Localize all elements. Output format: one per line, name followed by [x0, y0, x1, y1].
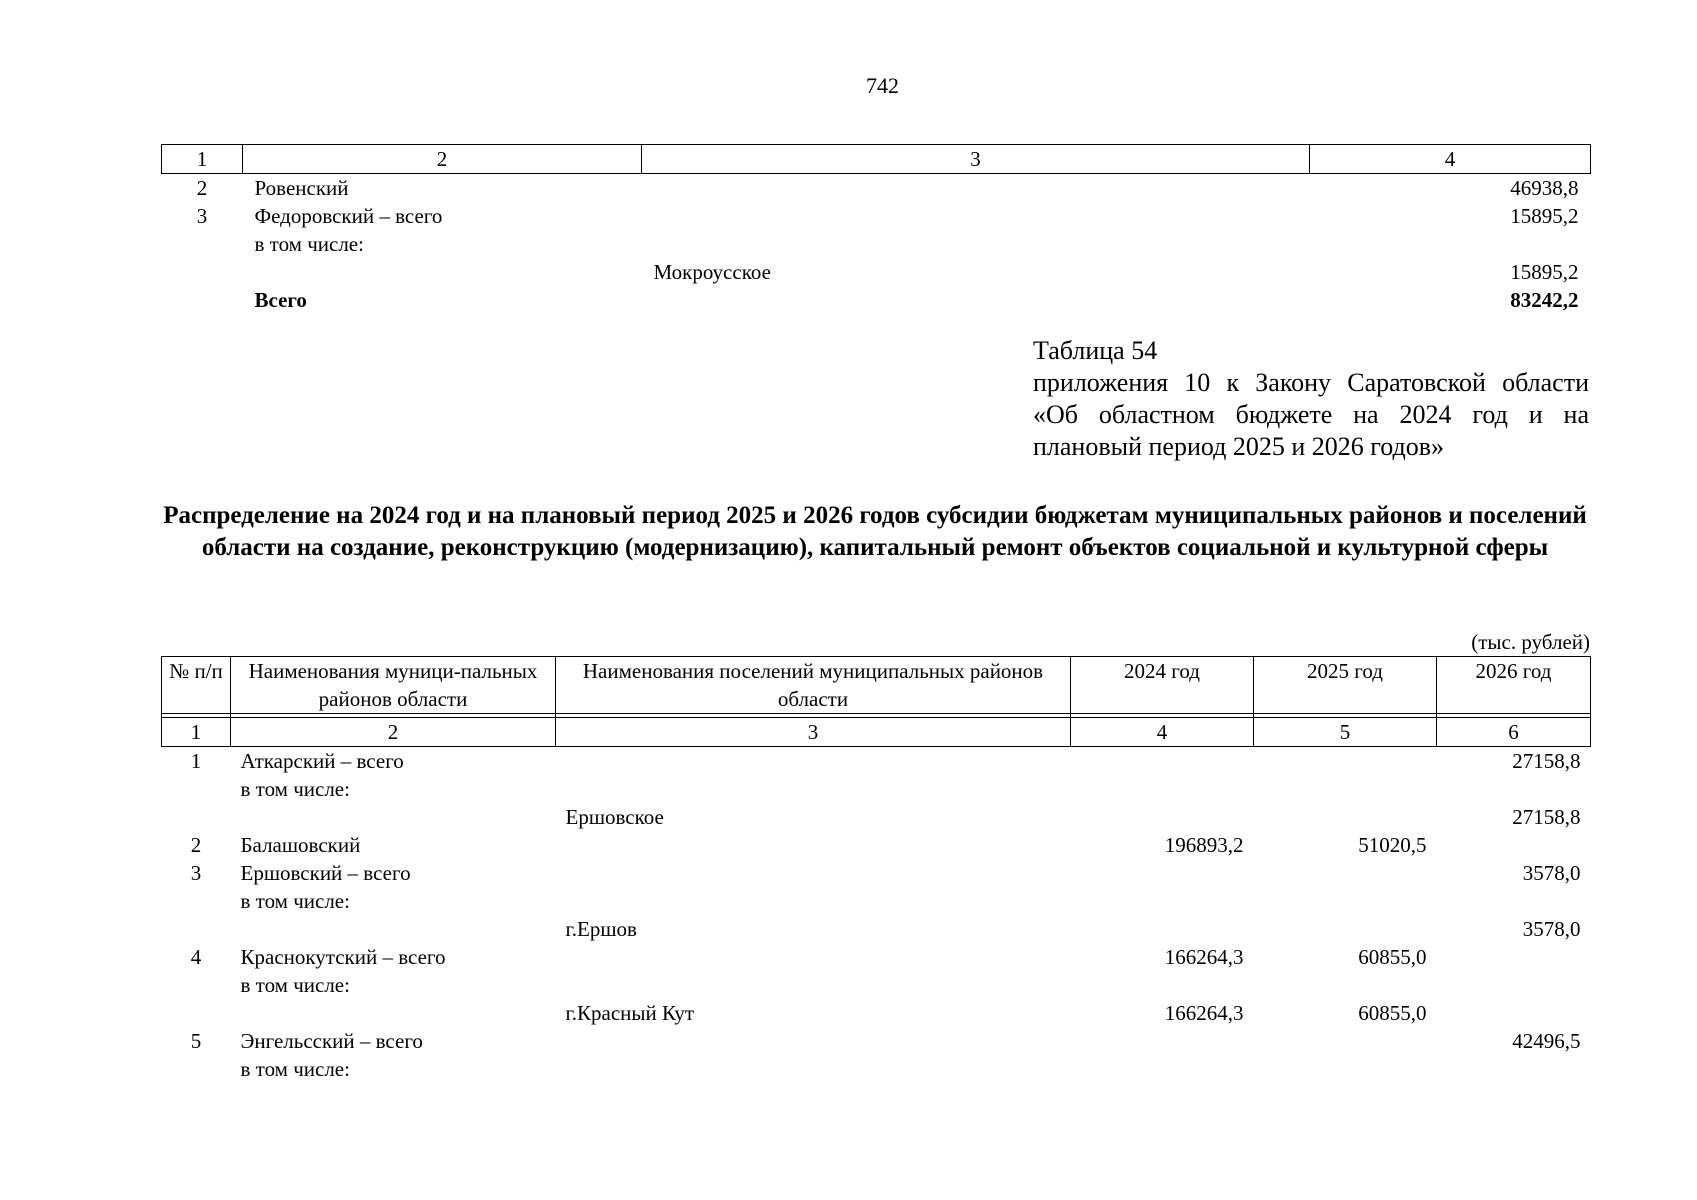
header-num: № п/п: [162, 657, 231, 714]
settlement-name: [556, 1027, 1071, 1055]
settlement-name: [556, 943, 1071, 971]
district-name: Всего: [254, 288, 307, 312]
amount-2026: 42496,5: [1512, 1029, 1581, 1053]
amount-value: [1310, 230, 1591, 258]
table-caption: [1033, 335, 1589, 463]
table-row: [162, 286, 1591, 314]
header-district: Наименования муници-пальных районов области: [231, 657, 556, 714]
district-name: [231, 803, 556, 831]
table-row: [162, 747, 1591, 776]
settlement-name: [556, 887, 1071, 915]
district-name: Краснокутский – всего: [240, 945, 446, 969]
table-caption-reference: приложения 10 к Закону Саратовской области «Об областном бюджете на 2024 год и на плановый период 2025 и 2026 годов»: [1033, 368, 1589, 461]
amount-2024: [1071, 1055, 1254, 1083]
amount-2024: [1071, 887, 1254, 915]
district-name: в том числе:: [240, 889, 350, 913]
row-number: 2: [196, 176, 208, 200]
settlement-name: г.Ершов: [565, 917, 637, 941]
row-number: [162, 258, 243, 286]
row-number: 1: [190, 749, 202, 773]
row-number: 3: [190, 861, 202, 885]
table1-col-number: 4: [1310, 145, 1591, 174]
district-name: в том числе:: [240, 777, 350, 801]
table-row: [162, 859, 1591, 887]
row-number: [162, 286, 243, 314]
district-name: Балашовский: [240, 833, 361, 857]
amount-2025: 51020,5: [1358, 833, 1427, 857]
table2-header-row: [162, 657, 1591, 714]
amount-2025: [1254, 971, 1437, 999]
amount-2025: [1254, 915, 1437, 943]
amount-2025: [1254, 1055, 1437, 1083]
amount-2026: [1437, 971, 1591, 999]
district-name: Федоровский – всего: [254, 204, 443, 228]
table-row: [162, 174, 1591, 203]
amount-2026: 3578,0: [1522, 917, 1581, 941]
header-settlement: Наименования поселений муниципальных районов области: [556, 657, 1071, 714]
amount-2024: [1071, 747, 1254, 776]
table-row: [162, 1055, 1591, 1083]
table-row: [162, 1027, 1591, 1055]
settlement-name: [556, 831, 1071, 859]
amount-2026: 3578,0: [1522, 861, 1581, 885]
table2-column-number-row: [162, 718, 1591, 747]
header-2024: 2024 год: [1071, 657, 1254, 714]
district-name: Аткарский – всего: [240, 749, 404, 773]
amount-2024: [1071, 859, 1254, 887]
settlement-name: [642, 202, 1310, 230]
table-caption-number: Таблица 54: [1033, 336, 1158, 365]
amount-2024: 166264,3: [1164, 945, 1244, 969]
row-number: [162, 915, 231, 943]
amount-value: 83242,2: [1510, 288, 1579, 312]
settlement-name: [556, 775, 1071, 803]
row-number: 5: [190, 1029, 202, 1053]
table2-col-number: 6: [1437, 718, 1591, 747]
table-row: [162, 887, 1591, 915]
amount-value: 15895,2: [1510, 260, 1579, 284]
table-row: [162, 775, 1591, 803]
table1-col-number: 1: [162, 145, 243, 174]
settlement-name: [642, 286, 1310, 314]
amount-2024: [1071, 1027, 1254, 1055]
district-name: в том числе:: [254, 232, 364, 256]
row-number: [162, 971, 231, 999]
amount-2024: [1071, 915, 1254, 943]
amount-2025: [1254, 859, 1437, 887]
amount-2026: 27158,8: [1512, 749, 1581, 773]
subsidy-table: [161, 656, 1591, 1083]
table-row: [162, 831, 1591, 859]
row-number: [162, 1055, 231, 1083]
table-row: [162, 915, 1591, 943]
table-row: [162, 999, 1591, 1027]
table-row: [162, 258, 1591, 286]
settlement-name: [642, 230, 1310, 258]
amount-2025: 60855,0: [1358, 1001, 1427, 1025]
amount-2025: 60855,0: [1358, 945, 1427, 969]
district-name: Ровенский: [254, 176, 349, 200]
settlement-name: [556, 971, 1071, 999]
amount-2024: 166264,3: [1164, 1001, 1244, 1025]
row-number: [162, 887, 231, 915]
settlement-name: г.Красный Кут: [565, 1001, 695, 1025]
table-row: [162, 202, 1591, 230]
header-2025: 2025 год: [1254, 657, 1437, 714]
table2-col-number: 1: [162, 718, 231, 747]
row-number: [162, 775, 231, 803]
amount-2024: [1071, 971, 1254, 999]
amount-2025: [1254, 747, 1437, 776]
settlement-name: [556, 1055, 1071, 1083]
page-number: 742: [866, 73, 899, 98]
amount-value: 15895,2: [1510, 204, 1579, 228]
continuation-table: [161, 144, 1591, 314]
district-name: [243, 258, 642, 286]
table-row: [162, 230, 1591, 258]
table2-col-number: 4: [1071, 718, 1254, 747]
amount-2026: [1437, 887, 1591, 915]
settlement-name: Мокроусское: [653, 260, 771, 284]
amount-2024: 196893,2: [1164, 833, 1244, 857]
table1-col-number: 3: [642, 145, 1310, 174]
settlement-name: [556, 747, 1071, 776]
settlement-name: [556, 859, 1071, 887]
units-label: (тыс. рублей): [1471, 630, 1590, 654]
row-number: 2: [190, 833, 202, 857]
row-number: [162, 230, 243, 258]
settlement-name: [642, 174, 1310, 203]
table1-column-number-row: [162, 145, 1591, 174]
district-name: [231, 915, 556, 943]
district-name: Энгельсский – всего: [240, 1029, 423, 1053]
row-number: 4: [190, 945, 202, 969]
district-name: в том числе:: [240, 1057, 350, 1081]
amount-2025: [1254, 1027, 1437, 1055]
table2-col-number: 2: [231, 718, 556, 747]
row-number: [162, 999, 231, 1027]
settlement-name: Ершовское: [565, 805, 664, 829]
district-name: в том числе:: [240, 973, 350, 997]
table1-col-number: 2: [243, 145, 642, 174]
district-name: [231, 999, 556, 1027]
row-number: 3: [196, 204, 208, 228]
amount-2026: 27158,8: [1512, 805, 1581, 829]
table2-col-number: 3: [556, 718, 1071, 747]
amount-2025: [1254, 803, 1437, 831]
table2-col-number: 5: [1254, 718, 1437, 747]
document-title: Распределение на 2024 год и на плановый период 2025 и 2026 годов субсидии бюджетам муниципальных районов и поселений области на создание, реконструкцию (модернизацию), капитальный ремонт объектов социальной и культурной сферы: [163, 502, 1587, 561]
amount-2024: [1071, 803, 1254, 831]
amount-2025: [1254, 775, 1437, 803]
district-name: Ершовский – всего: [240, 861, 411, 885]
amount-2026: [1437, 943, 1591, 971]
table-row: [162, 971, 1591, 999]
amount-2026: [1437, 831, 1591, 859]
row-number: [162, 803, 231, 831]
header-2026: 2026 год: [1437, 657, 1591, 714]
amount-2024: [1071, 775, 1254, 803]
amount-2026: [1437, 1055, 1591, 1083]
amount-2026: [1437, 999, 1591, 1027]
amount-2025: [1254, 887, 1437, 915]
table-row: [162, 943, 1591, 971]
amount-value: 46938,8: [1510, 176, 1579, 200]
table-row: [162, 803, 1591, 831]
amount-2026: [1437, 775, 1591, 803]
